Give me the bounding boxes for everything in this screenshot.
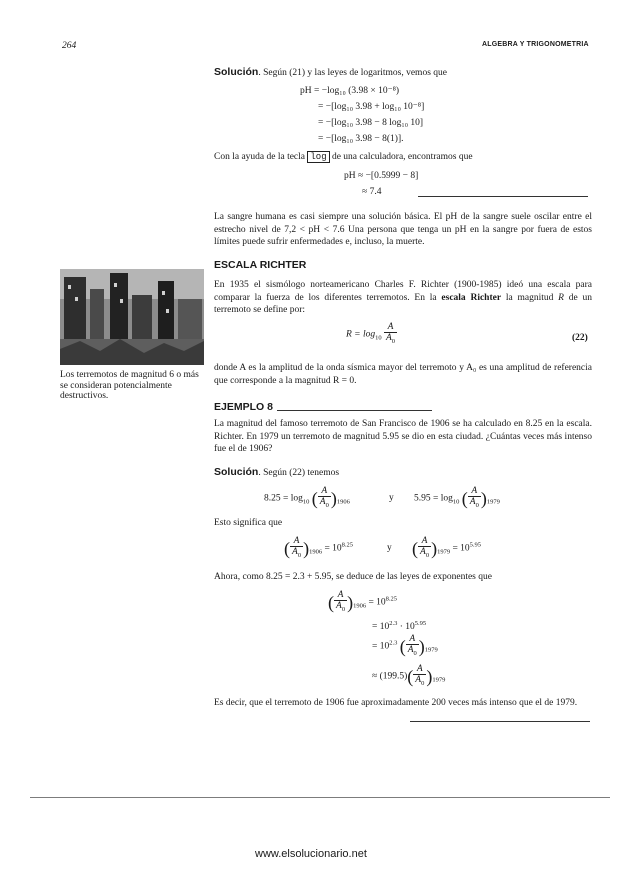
exponent-laws-text: Ahora, como 8.25 = 2.3 + 5.95, se deduce de las leyes de exponentes que — [214, 572, 492, 582]
richter-heading: ESCALA RICHTER — [214, 259, 307, 271]
solution1-intro: Solución. Según (21) y las leyes de logaritmos, vemos que — [214, 66, 447, 78]
example-heading-rule — [277, 410, 432, 411]
ph-approx-1: pH ≈ −[0.5999 − 8] — [344, 171, 419, 181]
conclusion-end-rule — [410, 721, 590, 722]
photo-caption: Los terremotos de magnitud 6 o más se consideran potencialmente destructivos. — [60, 370, 199, 401]
chain-line-3: = $10^{2.3}$ ( $\frac{A}{A_0}$ )$_{1979}$ — [372, 634, 438, 657]
section-end-rule — [418, 196, 588, 197]
solution2-intro: Solución. Según (22) tenemos — [214, 466, 340, 478]
richter-paragraph-2: donde A es la amplitud de la onda sísmica mayor del terremoto y A₀ es una amplitud de referencia que corresponde a la magnitud R = 0. — [214, 363, 592, 386]
conclusion-text: Es decir, que el terremoto de 1906 fue aproximadamente 200 veces más intenso que el de 1979. — [214, 698, 578, 708]
ph-derivation-line-2: = −[log₁₀ 3.98 + log₁₀ 10⁻⁸] — [318, 102, 425, 112]
ph-derivation-line-1: pH = −log₁₀ (3.98 × 10⁻⁸) — [300, 86, 400, 96]
chain-line-1: ( $\frac{A}{A_0}$ )$_{1906} = 10^{8.25}$ — [328, 590, 398, 613]
page-bottom-rule — [30, 797, 610, 798]
richter-fraction: $\frac{A}{A_0}$ — [385, 322, 396, 345]
ph-derivation-line-3: = −[log₁₀ 3.98 − 8 log₁₀ 10] — [318, 118, 424, 128]
power-equation-1906: ( $\frac{A}{A_0}$ )$_{1906} = 10^{8.25}$ — [284, 536, 354, 559]
solution-label: Solución — [214, 66, 259, 78]
equation-number: (22) — [572, 333, 588, 343]
magnitude-equation-1906: $8.25 = \log_{10}$ ( $\frac{A}{A_0}$ )$_{1906}$ — [264, 486, 350, 509]
conjunction-y-2: y — [387, 543, 392, 553]
example-text: La magnitud del famoso terremoto de San Francisco de 1906 se ha calculado en 8.25 en la escala. Richter. En 1979 un terremoto de magnitud 5.95 se dio en esta ciudad. ¿Cuántas veces más intenso fue el de 1906? — [214, 419, 592, 454]
power-equation-1979: ( $\frac{A}{A_0}$ )$_{1979} = 10^{5.95}$ — [412, 536, 482, 559]
chain-line-4: ≈ (199.5)( $\frac{A}{A_0}$ )$_{1979}$ — [372, 664, 446, 687]
ph-derivation-line-4: = −[log₁₀ 3.98 − 8(1)]. — [318, 134, 404, 144]
richter-paragraph-1: En 1935 el sismólogo norteamericano Charles F. Richter (1900-1985) ideó una escala para comparar la fuerza de los diferentes terremotos. En la escala Richter la magnitud R de un terremoto se define por: — [214, 280, 592, 315]
example-heading: EJEMPLO 8 — [214, 401, 273, 413]
page-number: 264 — [62, 41, 77, 51]
running-title: ALGEBRA Y TRIGONOMETRIA — [482, 41, 589, 48]
footer-url: www.elsolucionario.net — [255, 848, 367, 860]
richter-formula: $R = \log_{10}$ $\frac{A}{A_0}$ — [346, 322, 396, 345]
blood-paragraph: La sangre humana es casi siempre una solución básica. El pH de la sangre suele oscilar entre el estrecho nivel de 7,2 < pH < 7.6 Una persona que tenga un pH en la sangre por fuera de estos límites puede sufrir enfermedades e, incluso, la muerte. — [214, 212, 592, 247]
earthquake-ruins-photo — [60, 269, 204, 365]
calculator-sentence: Con la ayuda de la tecla log de una calculadora, encontramos que — [214, 152, 473, 162]
photo-graphic — [60, 269, 204, 365]
conjunction-y: y — [389, 493, 394, 503]
ph-approx-2: ≈ 7.4 — [362, 187, 382, 197]
means-text: Esto significa que — [214, 518, 283, 528]
log-key: log — [307, 151, 329, 163]
solution-label-2: Solución — [214, 466, 259, 478]
chain-line-2: = $10^{2.3} \cdot 10^{5.95}$ — [372, 620, 427, 633]
magnitude-equation-1979: $5.95 = \log_{10}$ ( $\frac{A}{A_0}$ )$_{1979}$ — [414, 486, 500, 509]
